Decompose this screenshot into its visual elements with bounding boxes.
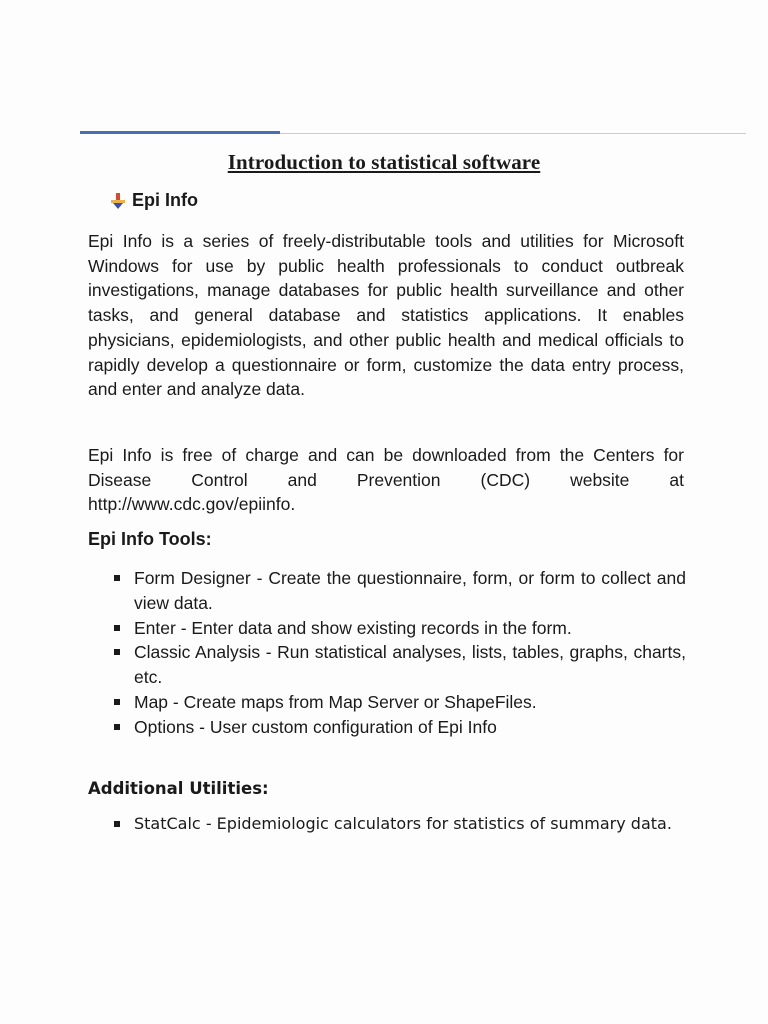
square-bullet-icon — [114, 724, 120, 730]
tools-heading: Epi Info Tools: — [88, 529, 212, 549]
list-item — [110, 813, 690, 835]
list-item — [110, 715, 686, 740]
list-item-text: Options - User custom configuration of Epi Info — [134, 716, 497, 737]
list-item-text: Map - Create maps from Map Server or ShapeFiles. — [134, 691, 537, 712]
arrow-down-bullet-icon — [110, 192, 126, 210]
paragraph: Epi Info is a series of freely-distributable tools and utilities for Microsoft Windows for use by public health professionals to conduct outbreak investigations, manage databases for public health surveillance and other tasks, and general database and statistics applications. It enables physicians, epidemiologists, and other public health and medical officials to rapidly develop a questionnaire or form, customize the data entry process, and enter and analyze data. — [88, 231, 684, 400]
list-item-text: Form Designer - Create the questionnaire, form, or form to collect and view data. — [134, 568, 686, 613]
tools-list — [110, 566, 686, 740]
section-heading — [110, 190, 198, 211]
square-bullet-icon — [114, 649, 120, 655]
utilities-heading: Additional Utilities: — [88, 779, 269, 798]
list-item — [110, 690, 686, 715]
list-item — [110, 616, 686, 641]
square-bullet-icon — [114, 699, 120, 705]
section-heading-label: Epi Info — [132, 190, 198, 210]
list-item-text: StatCalc - Epidemiologic calculators for statistics of summary data. — [134, 814, 672, 833]
header-rule-accent — [80, 131, 280, 134]
paragraph: Epi Info is free of charge and can be downloaded from the Centers for Disease Control and Prevention (CDC) website at http://www.cdc.gov/epiinfo. — [88, 445, 684, 515]
list-item — [110, 566, 686, 616]
list-item — [110, 640, 686, 690]
list-item-text: Enter - Enter data and show existing records in the form. — [134, 617, 572, 638]
square-bullet-icon — [114, 625, 120, 631]
page-title: Introduction to statistical software — [227, 150, 541, 174]
list-item-text: Classic Analysis - Run statistical analyses, lists, tables, graphs, charts, etc. — [134, 642, 686, 688]
square-bullet-icon — [114, 821, 120, 827]
square-bullet-icon — [114, 575, 120, 581]
utilities-list — [110, 813, 690, 835]
